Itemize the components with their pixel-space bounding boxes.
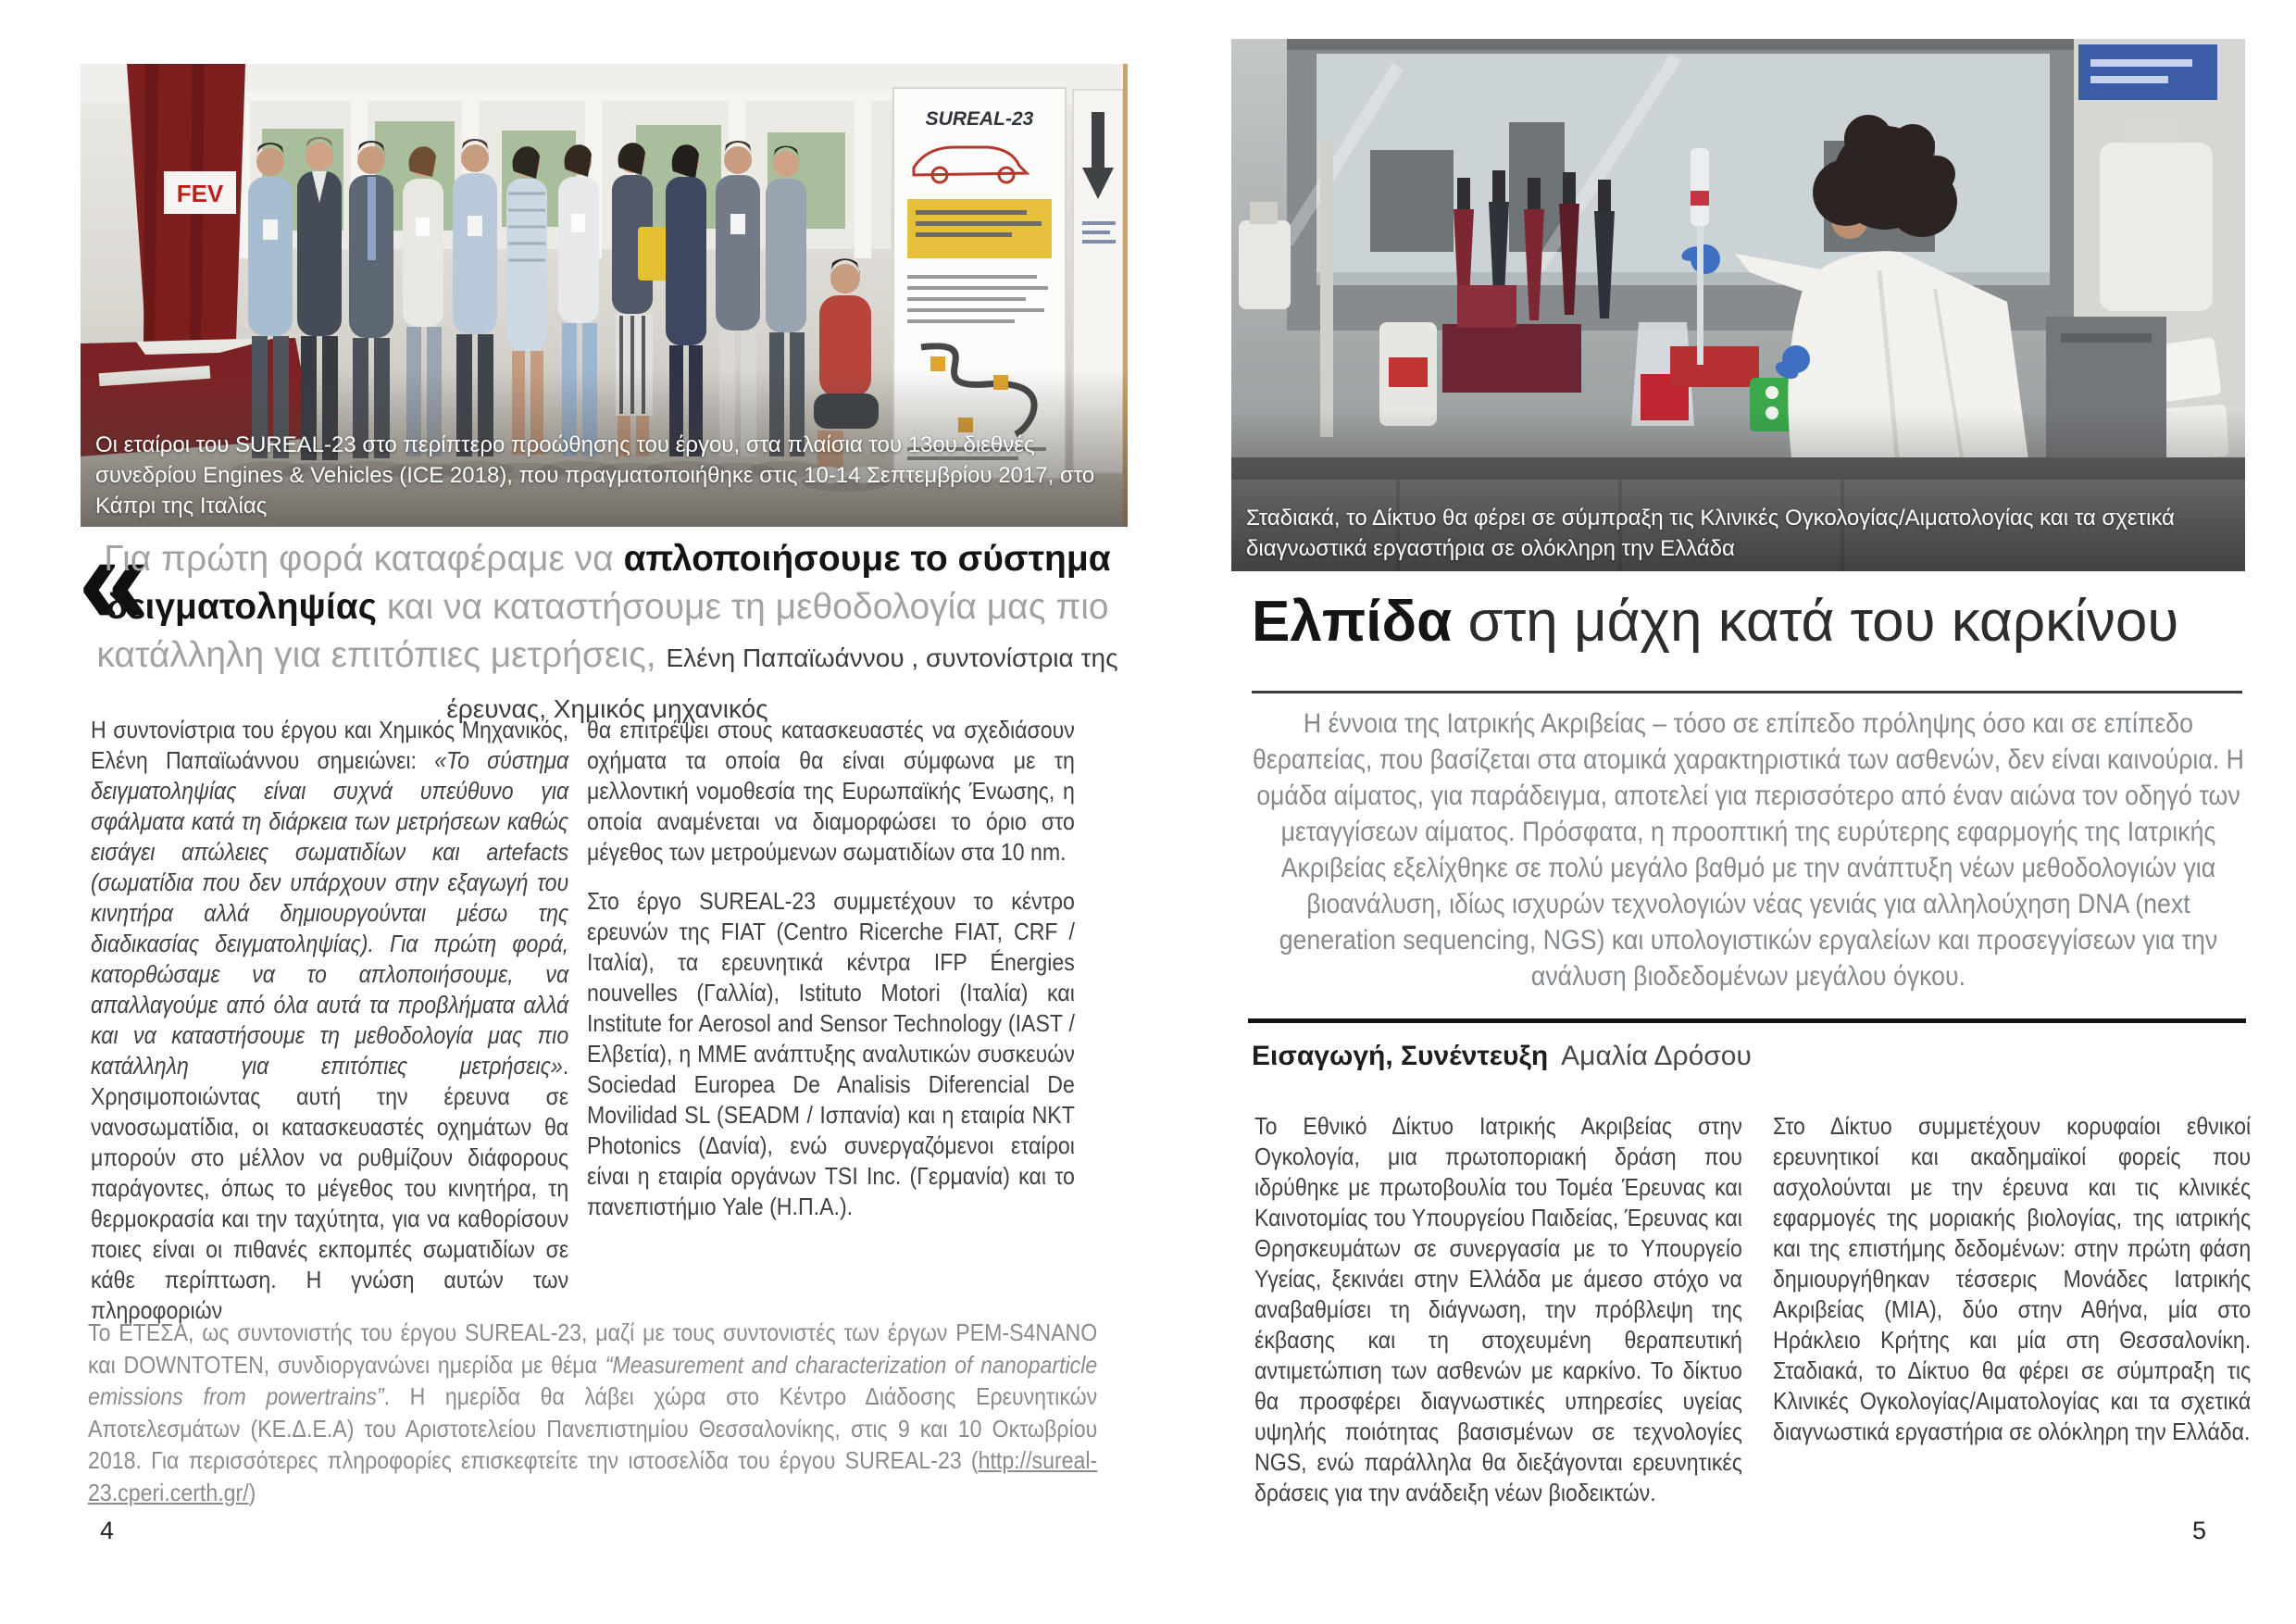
- fev-sign-text: FEV: [176, 180, 224, 207]
- footer-text-2: . Η ημερίδα θα λάβει χώρα στο Κέντρο Διάδοσης Ερευνητικών Αποτελεσμάτων (ΚΕ.Δ.Ε.Α) του Αριστοτελείου Πανεπιστημίου Θεσσαλονίκης, στις 9 και 10 Οκτωβρίου 2018. Για περισσότερες πληροφορίες επισκεφτείτε την ιστοσελίδα του έργου SUREAL-23 (: [88, 1382, 1098, 1474]
- footer-italic-title: “Measurement and characterization of nanoparticle emissions from powertrains”: [88, 1350, 1098, 1410]
- right-col2-text: Στο Δίκτυο συμμετέχουν κορυφαίοι εθνικοί ερευνητικοί και ακαδημαϊκοί φορείς που ασχολούνται με την έρευνα και τις κλινικές εφαρμογές της μοριακής βιολογίας, της ιατρικής και της επιστήμης δεδομένων: στην πρώτη φάση δημιουργήθηκαν τέσσερις Μονάδες Ιατρικής Ακριβείας (ΜΙΑ), δύο στην Αθήνα, μία στο Ηράκλειο Κρήτης και μία στη Θεσσαλονίκη. Σταδιακά, το Δίκτυο θα φέρει σε σύμπραξη τις Κλινικές Ογκολογίας/Αιματολογίας και τα σχετικά διαγνωστικά εργαστήρια σε ολόκληρη την Ελλάδα.: [1773, 1112, 2252, 1445]
- sureal-website-link[interactable]: http://sureal-23.cperi.certh.gr/: [88, 1446, 1098, 1506]
- lab-photo-illustration: [1231, 39, 2245, 571]
- right-col1-text: Το Εθνικό Δίκτυο Ιατρικής Ακριβείας στην Ογκολογία, μια πρωτοποριακή δράση που ιδρύθηκε με πρωτοβουλία του Τομέα Έρευνας και Καινοτομίας του Υπουργείου Παιδείας, Έρευνας και Θρησκευμάτων σε συνεργασία με το Υπουργείο Υγείας, ξεκινάει στην Ελλάδα με άμεσο στόχο να αναβαθμίσει τη διάγνωση, την πρόβλεψη της έκβασης και τη στοχευμένη θεραπευτική αντιμετώπιση των ασθενών με καρκίνο. Το δίκτυο θα προσφέρει διαγνωστικές υπηρεσίες υγείας υψηλής ποιότητας βασισμένων σε τεχνολογίες NGS, ενώ παράλληλα θα διεξάγονται ερευνητικές δράσεις για την ανάδειξη νέων βιοδεικτών.: [1254, 1112, 1742, 1506]
- col1-rest: . Χρησιμοποιώντας αυτή την έρευνα σε νανοσωματίδια, οι κατασκευαστές οχημάτων θα μπορούν στο μέλλον να ρυθμίζουν διάφορους παράγοντες, όπως το μέγεθος του κινητήρα, τη θερμοκρασία και την ταχύτητα, για να καθορίσουν ποιες είναι οι πιθανές εκπομπές σωματιδίων σε κάθε περίπτωση. Η γνώση αυτών των πληροφοριών: [91, 1052, 569, 1324]
- lab-photo: [1231, 39, 2245, 571]
- byline-label: Εισαγωγή, Συνέντευξη: [1252, 1041, 1549, 1071]
- conference-group-photo: [81, 64, 1128, 527]
- footer-text-1: Το ΕΤΕΣΑ, ως συντονιστής του έργου SUREAL-23, μαζί με τους συντονιστές των έργων PEM-S4NANO και DOWNTOTEN, συνδιοργανώνει ημερίδα με θέμα: [88, 1318, 1098, 1379]
- byline-author: Αμαλία Δρόσου: [1561, 1041, 1752, 1071]
- headline-rule: [1252, 691, 2242, 693]
- col1-lead: Η συντονίστρια του έργου και Χημικός Μηχανικός, Ελένη Παπαϊωάννου σημειώνει:: [91, 716, 569, 774]
- left-page-column-2: [587, 715, 1075, 1222]
- byline-rule: [1248, 1018, 2246, 1023]
- left-page-column-1: [91, 715, 568, 1326]
- left-photo-caption: Οι εταίροι του SUREAL-23 στο περίπτερο προώθησης του έργου, στα πλαίσια του 13ου διεθνές συνεδρίου Engines & Vehicles (ICE 2018), που πραγματοποιήθηκε στις 10-14 Σεπτεμβρίου 2017, στο Κάπρι της Ιταλίας: [95, 432, 1095, 518]
- right-page-column-2: [1773, 1111, 2251, 1447]
- page-number-right: 5: [2192, 1517, 2207, 1544]
- blue-sign: [2078, 44, 2217, 100]
- quote-mark: «: [78, 506, 150, 652]
- headline-light: στη μάχη κατά του καρκίνου: [1452, 590, 2179, 654]
- headline-bold: Ελπίδα: [1252, 590, 1453, 654]
- right-photo-caption: Σταδιακά, το Δίκτυο θα φέρει σε σύμπραξη τις Κλινικές Ογκολογίας/Αιματολογίας και τα σχετικά διαγνωστικά εργαστήρια σε ολόκληρη την Ελλάδα: [1246, 506, 2175, 561]
- pull-quote-text: Για πρώτη φορά καταφέραμε να: [104, 539, 624, 579]
- byline: [1252, 1041, 1752, 1072]
- pull-quote-bold-text: απλοποιήσουμε το σύστημα δειγματοληψίας: [106, 539, 1111, 627]
- article-headline: [1252, 589, 2247, 656]
- page-number-left: 4: [100, 1517, 115, 1544]
- col1-quote-italic: «Το σύστημα δειγματοληψίας είναι συχνά υπεύθυνο για σφάλματα κατά τη διάρκεια των μετρήσεων καθώς εισάγει απώλειες σωματιδίων και artefacts (σωματίδια που δεν υπάρχουν στην εξαγωγή του κινητήρα αλλά δημιουργούνται μέσω της διαδικασίας δειγματοληψίας). Για πρώτη φορά, κατορθώσαμε να το απλοποιήσουμε, να απαλλαγούμε από όλα αυτά τα προβλήματα αλλά και να καταστήσουμε τη μεθοδολογία μας πιο κατάλληλη για επιτόπιες μετρήσεις»: [91, 746, 569, 1080]
- col2-paragraph-2: Στο έργο SUREAL-23 συμμετέχουν το κέντρο ερευνών της FIAT (Centro Ricerche FIAT, CRF / Ιταλία), τα ερευνητικά κέντρα IFP Énergies nouvelles (Γαλλία), Istituto Motori (Ιταλία) και Institute for Aerosol and Sensor Technology (IAST / Ελβετία), η ΜΜΕ ανάπτυξης αναλυτικών συσκευών Sociedad Europea De Analisis Diferencial De Movilidad SL (SEADM / Ισπανία) και η εταιρία NKT Photonics (Δανία), ενώ συνεργαζόμενοι εταίροι είναι η εταιρία οργάνων TSI Inc. (Γερμανία) και το πανεπιστήμιο Yale (Η.Π.Α.).: [587, 887, 1075, 1220]
- pull-quote-attribution: Ελένη Παπαϊωάννου , συντονίστρια της έρευνας, Χημικός μηχανικός: [446, 643, 1118, 723]
- col2-paragraph-1: θα επιτρέψει στους κατασκευαστές να σχεδιάσουν οχήματα τα οποία θα είναι σύμφωνα με τη μελλοντική νομοθεσία της Ευρωπαϊκής Ένωσης, η οποία αναμένεται να διαμορφώσει το όριο στο μέγεθος των μετρούμενων σωματιδίων στα 10 nm.: [587, 716, 1075, 866]
- footer-text-3: ): [248, 1478, 256, 1506]
- pull-quote: [89, 535, 1126, 733]
- footer-note: [88, 1317, 1097, 1508]
- right-page-column-1: [1254, 1111, 1742, 1508]
- banner-title-text: SUREAL-23: [925, 108, 1034, 130]
- article-intro: Η έννοια της Ιατρικής Ακριβείας – τόσο σε επίπεδο πρόληψης όσο και σε επίπεδο θεραπείας, που βασίζεται στα ατομικά χαρακτηριστικά των ασθενών, δεν είναι καινούρια. Η ομάδα αίματος, για παράδειγμα, αποτελεί για περισσότερο από έναν αιώνα τον οδηγό των μεταγγίσεων αίματος. Πρόσφατα, η προοπτική της ευρύτερης εφαρμογής της Ιατρικής Ακριβείας εξελίχθηκε σε πολύ μεγάλο βαθμό με την ανάπτυξη νέων μεθοδολογιών για βιοανάλυση, ιδίως ισχυρών τεχνολογιών νέας γενιάς για αλληλούχηση DNA (next generation sequencing, NGS) και υπολογιστικών εργαλείων και προσεγγίσεων για την ανάλυση βιοδεδομένων μεγάλου όγκου.: [1252, 708, 2244, 992]
- pull-quote-text-2: και να καταστήσουμε τη μεθοδολογία μας πιο κατάλληλη για επιτόπιες μετρήσεις,: [96, 587, 1109, 675]
